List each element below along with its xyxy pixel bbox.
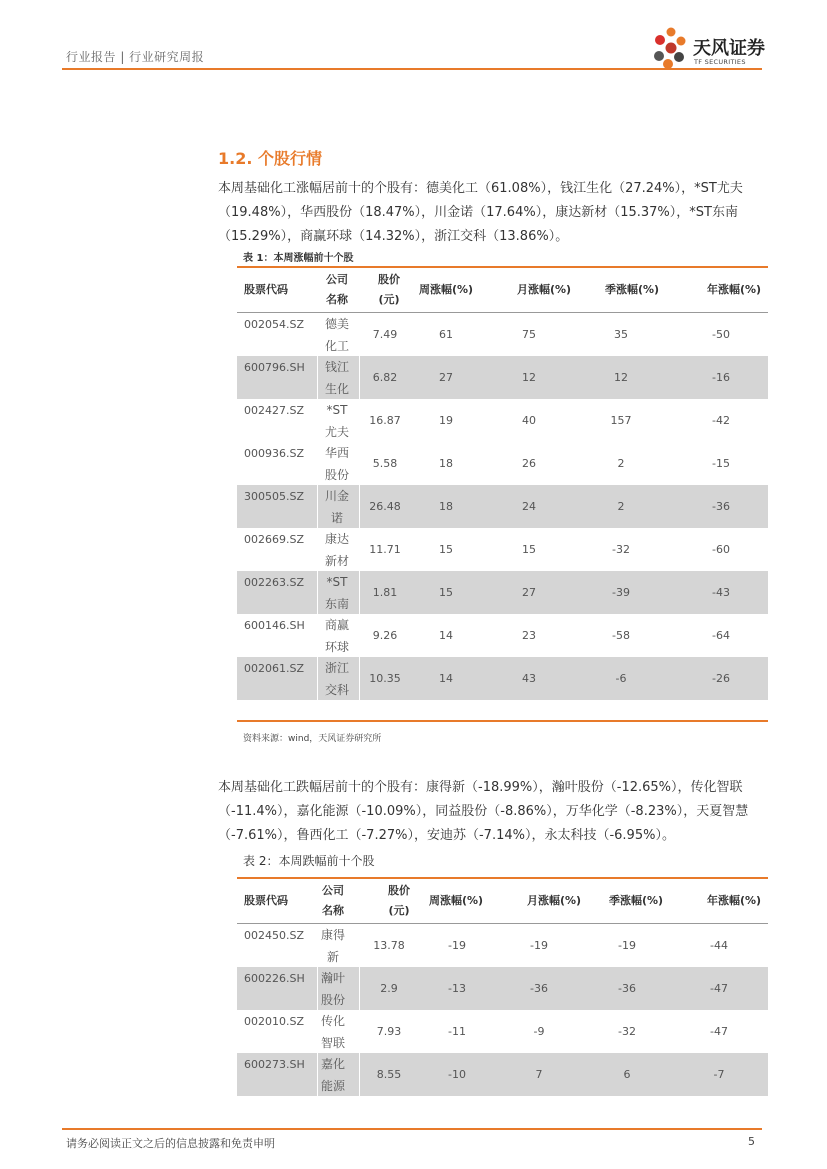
yearly-change: -7 xyxy=(713,1068,725,1081)
table2-caption: 表 2：本周跌幅前十个股 xyxy=(243,854,375,868)
stock-price: 16.87 xyxy=(369,414,401,427)
column-divider xyxy=(359,356,360,399)
company-name: 德美化工 xyxy=(325,316,350,353)
monthly-change: 12 xyxy=(522,371,536,384)
company-name: 康达新材 xyxy=(325,531,350,568)
quarterly-change: 2 xyxy=(617,457,625,470)
table-row xyxy=(237,614,768,657)
column-divider xyxy=(359,528,360,571)
quarterly-change: 12 xyxy=(614,371,628,384)
yearly-change: -16 xyxy=(712,371,730,384)
table-row xyxy=(237,924,768,967)
company-name: 传化智联 xyxy=(321,1013,346,1050)
stock-price: 5.58 xyxy=(372,457,398,470)
yearly-change: -43 xyxy=(712,586,730,599)
column-divider xyxy=(317,313,318,356)
stock-code: 600226.SH xyxy=(244,972,305,985)
weekly-change: 19 xyxy=(439,414,453,427)
yearly-change: -44 xyxy=(710,939,728,952)
header-breadcrumb: 行业报告 | 行业研究周报 xyxy=(66,50,205,64)
table-row xyxy=(237,967,768,1010)
stock-code: 002010.SZ xyxy=(244,1015,305,1028)
col-header-week: 周涨幅(%) xyxy=(429,894,484,907)
quarterly-change: -6 xyxy=(615,672,627,685)
weekly-change: 14 xyxy=(439,672,453,685)
stock-price: 9.26 xyxy=(372,629,398,642)
column-divider xyxy=(359,967,360,1010)
col-header-year: 年涨幅(%) xyxy=(707,283,762,296)
column-divider xyxy=(359,442,360,485)
quarterly-change: 2 xyxy=(617,500,625,513)
quarterly-change: 6 xyxy=(623,1068,631,1081)
col-header-year: 年涨幅(%) xyxy=(707,894,762,907)
monthly-change: 43 xyxy=(522,672,536,685)
yearly-change: -60 xyxy=(712,543,730,556)
quarterly-change: 157 xyxy=(610,414,632,427)
column-divider xyxy=(317,485,318,528)
stock-price: 2.9 xyxy=(380,982,398,995)
col-header-code: 股票代码 xyxy=(244,894,288,907)
col-header-quarter: 季涨幅(%) xyxy=(609,894,664,907)
weekly-change: 61 xyxy=(439,328,453,341)
logo-text-cn: 天风证券 xyxy=(693,38,765,59)
col-header-code: 股票代码 xyxy=(244,283,288,296)
table-row xyxy=(237,1053,768,1096)
table1-caption: 表 1：本周涨幅前十个股 xyxy=(243,253,354,264)
weekly-change: 15 xyxy=(439,586,453,599)
stock-code: 002061.SZ xyxy=(244,662,305,675)
table1-bottom-rule xyxy=(237,700,768,722)
column-divider xyxy=(317,657,318,700)
yearly-change: -64 xyxy=(712,629,730,642)
weekly-change: 18 xyxy=(439,500,453,513)
table-row xyxy=(237,571,768,614)
monthly-change: 24 xyxy=(522,500,536,513)
monthly-change: -9 xyxy=(533,1025,545,1038)
monthly-change: 23 xyxy=(522,629,536,642)
quarterly-change: -32 xyxy=(618,1025,636,1038)
table1-source: 资料来源：wind，天风证券研究所 xyxy=(243,734,382,744)
company-name: 康得新 xyxy=(321,927,346,964)
losers-paragraph: 本周基础化工跌幅居前十的个股有：康得新（-18.99%），瀚叶股份（-12.65%），传化智联（-11.4%），嘉化能源（-10.09%），同益股份（-8.86%），万华化学（-8.23%），天夏智慧（-7.61%），鲁西化工（-7.27%），安迪苏（-7.14%），永太科技（-6.95%）。 xyxy=(218,780,749,843)
stock-price: 10.35 xyxy=(369,672,401,685)
stock-price: 6.82 xyxy=(372,371,398,384)
flower-logo-icon xyxy=(651,26,691,70)
table-header xyxy=(237,879,768,924)
col-header-name: 公司名称 xyxy=(322,884,344,917)
page-number: 5 xyxy=(748,1135,755,1148)
stock-code: 600796.SH xyxy=(244,361,305,374)
yearly-change: -36 xyxy=(712,500,730,513)
column-divider xyxy=(359,1010,360,1053)
table-row xyxy=(237,657,768,700)
weekly-change: 18 xyxy=(439,457,453,470)
weekly-change: -11 xyxy=(448,1025,466,1038)
col-header-month: 月涨幅(%) xyxy=(527,894,582,907)
table-row xyxy=(237,313,768,356)
company-logo xyxy=(651,26,766,70)
table-row xyxy=(237,485,768,528)
column-divider xyxy=(317,1010,318,1053)
table-row xyxy=(237,1010,768,1053)
weekly-change: -13 xyxy=(448,982,466,995)
column-divider xyxy=(359,485,360,528)
monthly-change: 75 xyxy=(522,328,536,341)
yearly-change: -26 xyxy=(712,672,730,685)
company-name: 华西股份 xyxy=(325,445,350,482)
stock-price: 8.55 xyxy=(376,1068,402,1081)
stock-code: 600146.SH xyxy=(244,619,305,632)
stock-code: 600273.SH xyxy=(244,1058,305,1071)
col-header-name: 公司名称 xyxy=(326,273,348,306)
monthly-change: 7 xyxy=(535,1068,543,1081)
gainers-table xyxy=(237,268,768,722)
column-divider xyxy=(359,399,360,442)
stock-code: 002450.SZ xyxy=(244,929,305,942)
column-divider xyxy=(359,924,360,967)
quarterly-change: -58 xyxy=(612,629,630,642)
company-name: *ST东南 xyxy=(325,574,350,611)
column-divider xyxy=(359,1053,360,1096)
quarterly-change: -19 xyxy=(618,939,636,952)
quarterly-change: -39 xyxy=(612,586,630,599)
company-name: 嘉化能源 xyxy=(321,1056,346,1093)
yearly-change: -50 xyxy=(712,328,730,341)
table-row xyxy=(237,528,768,571)
stock-price: 13.78 xyxy=(373,939,405,952)
column-divider xyxy=(359,657,360,700)
gainers-paragraph: 本周基础化工涨幅居前十的个股有：德美化工（61.08%），钱江生化（27.24%），*ST尤夫（19.48%），华西股份（18.47%），川金诺（17.64%），康达新材（15.37%），*ST东南（15.29%），商赢环球（14.32%），浙江交科（13.86%）。 xyxy=(218,181,743,244)
column-divider xyxy=(359,571,360,614)
col-header-quarter: 季涨幅(%) xyxy=(605,283,660,296)
stock-price: 11.71 xyxy=(369,543,401,556)
company-name: 浙江交科 xyxy=(325,660,350,697)
column-divider xyxy=(317,967,318,1010)
monthly-change: 26 xyxy=(522,457,536,470)
section-title: 1.2. 个股行情 xyxy=(218,149,322,168)
yearly-change: -15 xyxy=(712,457,730,470)
company-name: 钱江生化 xyxy=(325,359,350,396)
header-divider xyxy=(62,68,762,70)
company-name: 川金诺 xyxy=(325,488,350,525)
column-divider xyxy=(317,614,318,657)
stock-price: 1.81 xyxy=(372,586,398,599)
col-header-week: 周涨幅(%) xyxy=(419,283,474,296)
stock-price: 26.48 xyxy=(369,500,401,513)
quarterly-change: 35 xyxy=(614,328,628,341)
stock-code: 002669.SZ xyxy=(244,533,305,546)
column-divider xyxy=(317,924,318,967)
stock-price: 7.93 xyxy=(376,1025,402,1038)
table-row xyxy=(237,356,768,399)
yearly-change: -47 xyxy=(710,1025,728,1038)
column-divider xyxy=(317,528,318,571)
footer-disclaimer: 请务必阅读正文之后的信息披露和免责申明 xyxy=(66,1137,275,1150)
stock-code: 002263.SZ xyxy=(244,576,305,589)
company-name: *ST尤夫 xyxy=(325,402,350,439)
losers-table xyxy=(237,879,768,1096)
stock-code: 300505.SZ xyxy=(244,490,305,503)
monthly-change: 40 xyxy=(522,414,536,427)
column-divider xyxy=(317,1053,318,1096)
col-header-month: 月涨幅(%) xyxy=(517,283,572,296)
column-divider xyxy=(317,399,318,442)
table-header xyxy=(237,268,768,313)
stock-code: 002054.SZ xyxy=(244,318,305,331)
weekly-change: 27 xyxy=(439,371,453,384)
monthly-change: 15 xyxy=(522,543,536,556)
monthly-change: -36 xyxy=(530,982,548,995)
column-divider xyxy=(317,571,318,614)
yearly-change: -42 xyxy=(712,414,730,427)
stock-code: 002427.SZ xyxy=(244,404,305,417)
col-header-price: 股价(元) xyxy=(378,273,400,306)
company-name: 商赢环球 xyxy=(325,617,350,654)
quarterly-change: -36 xyxy=(618,982,636,995)
col-header-price: 股价(元) xyxy=(388,884,410,917)
column-divider xyxy=(317,442,318,485)
quarterly-change: -32 xyxy=(612,543,630,556)
yearly-change: -47 xyxy=(710,982,728,995)
stock-price: 7.49 xyxy=(372,328,398,341)
column-divider xyxy=(359,313,360,356)
table-row xyxy=(237,442,768,485)
footer-divider xyxy=(62,1128,762,1130)
weekly-change: -19 xyxy=(448,939,466,952)
column-divider xyxy=(359,614,360,657)
monthly-change: 27 xyxy=(522,586,536,599)
weekly-change: -10 xyxy=(448,1068,466,1081)
stock-code: 000936.SZ xyxy=(244,447,305,460)
company-name: 瀚叶股份 xyxy=(321,970,346,1007)
column-divider xyxy=(317,356,318,399)
weekly-change: 15 xyxy=(439,543,453,556)
monthly-change: -19 xyxy=(530,939,548,952)
table-row xyxy=(237,399,768,442)
logo-text-en: TF SECURITIES xyxy=(694,58,746,66)
weekly-change: 14 xyxy=(439,629,453,642)
